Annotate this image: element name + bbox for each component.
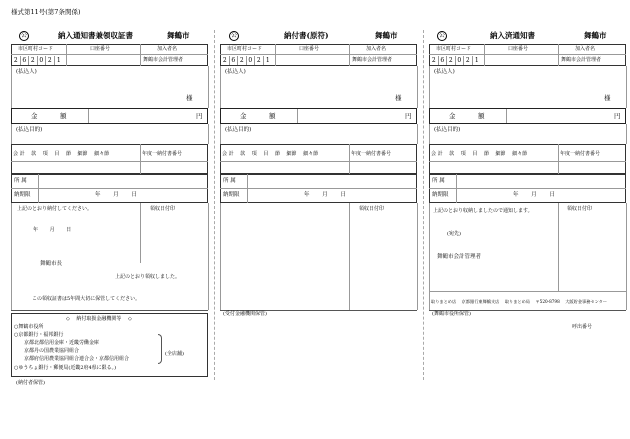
budget-code-headers: 会 計 款 項 目 節 細節 細々節	[13, 151, 110, 157]
code-digit: 2	[238, 56, 247, 65]
municipal-code-digits	[221, 56, 272, 65]
amount-box	[429, 108, 626, 124]
department-label: 所 属	[14, 178, 27, 184]
honorific-label: 様	[186, 94, 193, 102]
code-digit: 0	[247, 56, 256, 65]
addressee-label: (宛先)	[447, 231, 461, 237]
left-panel-title: 納入通知書兼領収証書	[58, 31, 133, 40]
municipal-code-header: 市区町村コード	[18, 46, 54, 52]
purpose-label: (払込目的)	[434, 127, 461, 133]
department-label: 所 属	[432, 178, 445, 184]
amount-label-left: 金	[240, 112, 247, 120]
amount-box	[220, 108, 417, 124]
bank-item: ○舞鶴市役所	[14, 324, 44, 330]
keep-note: この領収証書は5年間大切に保管してください。	[32, 296, 141, 302]
code-digit: 6	[230, 56, 239, 65]
receipt-stamp-label: 領収日付印	[567, 206, 593, 212]
code-digit: 2	[430, 56, 439, 65]
subscriber-name-header: 加入者名	[157, 46, 178, 52]
code-digit: 1	[474, 57, 479, 64]
subscriber-name-header: 加入者名	[575, 46, 596, 52]
account-number-header: 口座番号	[508, 46, 529, 52]
deadline-label: 納期限	[14, 192, 31, 198]
received-note: 上記のとおり領収しました。	[115, 274, 181, 280]
municipal-code-digits	[12, 56, 63, 65]
fiscal-number-header: 年度一納付書番号	[351, 151, 392, 157]
official-stamp-icon: 公	[438, 32, 445, 39]
code-digit: 6	[439, 56, 448, 65]
collection-banks-footer: 取りまとめ店 京都銀行東舞鶴支店 取りまとめ局 〒520-8798 大阪貯金事務センター	[431, 299, 607, 304]
code-digit: 2	[255, 56, 264, 65]
middle-panel-title: 納付書(原符)	[284, 31, 329, 40]
payer-label: (払込人)	[16, 69, 37, 75]
call-number-label: 呼出番号	[572, 324, 593, 330]
middle-keeper-label: (受付金融機関保管)	[223, 311, 267, 317]
code-digit: 2	[12, 56, 21, 65]
receipt-stamp-label: 領収日付印	[150, 206, 176, 212]
deadline-date: 年 月 日	[95, 192, 137, 198]
treasurer-name: 舞鶴市会計管理者	[437, 254, 482, 260]
amount-label-right: 額	[60, 112, 67, 120]
budget-code-headers: 会 計 款 項 目 節 細節 細々節	[431, 151, 528, 157]
amount-label-left: 金	[31, 112, 38, 120]
deadline-label: 納期限	[223, 192, 240, 198]
honorific-label: 様	[395, 94, 402, 102]
received-notice: 上記のとおり収納しましたので通知します。	[433, 208, 533, 214]
amount-label-right: 額	[269, 112, 276, 120]
amount-label-left: 金	[449, 112, 456, 120]
code-digit: 2	[46, 56, 55, 65]
fiscal-number-header: 年度一納付書番号	[560, 151, 601, 157]
honorific-label: 様	[604, 94, 611, 102]
payer-label: (払込人)	[225, 69, 246, 75]
perforation-line	[423, 30, 424, 380]
code-digit: 6	[21, 56, 30, 65]
form-number-label: 様式第11号(第7条関係)	[11, 8, 81, 16]
code-digit: 2	[29, 56, 38, 65]
deadline-label: 納期限	[432, 192, 449, 198]
subscriber-name-value: 舞鶴市会計管理者	[352, 57, 393, 63]
subscriber-name-value: 舞鶴市会計管理者	[143, 57, 184, 63]
fiscal-number-header: 年度一納付書番号	[142, 151, 183, 157]
official-stamp-icon: 公	[20, 32, 27, 39]
left-keeper-label: (納付者保管)	[16, 380, 45, 386]
banks-title: ◇ 納付取扱金融機関等 ◇	[66, 316, 132, 322]
purpose-label: (払込目的)	[16, 127, 43, 133]
mayor-name: 舞鶴市長	[40, 261, 63, 267]
code-digit: 1	[265, 57, 270, 64]
budget-code-table	[429, 144, 626, 174]
code-digit: 1	[56, 57, 61, 64]
payer-label: (払込人)	[434, 69, 455, 75]
payment-note: 上記のとおり納付してください。	[17, 206, 93, 212]
right-keeper-label: (舞鶴市役所保管)	[432, 311, 471, 317]
right-panel-city: 舞鶴市	[584, 31, 607, 40]
receipt-stamp-label: 領収日付印	[359, 206, 385, 212]
amount-box	[11, 108, 208, 124]
official-stamp-icon: 公	[230, 32, 237, 39]
budget-code-table	[220, 144, 417, 174]
code-digit: 2	[447, 56, 456, 65]
right-panel-title: 納入済通知書	[490, 31, 535, 40]
budget-code-headers: 会 計 款 項 目 節 細節 細々節	[222, 151, 319, 157]
code-digit: 2	[221, 56, 230, 65]
bank-item: 京都北都信用金庫・近畿労働金庫	[24, 340, 100, 346]
account-number-header: 口座番号	[299, 46, 320, 52]
code-digit: 0	[456, 56, 465, 65]
budget-code-table	[11, 144, 208, 174]
perforation-line	[214, 30, 215, 380]
bank-item: ○ゆうちょ銀行・郵便局(近畿2府4県に限る。)	[14, 365, 117, 371]
account-number-header: 口座番号	[90, 46, 111, 52]
bank-item: 京都丹の国農業協同組合	[24, 348, 80, 354]
purpose-label: (払込目的)	[225, 127, 252, 133]
middle-panel-city: 舞鶴市	[375, 31, 398, 40]
deadline-date: 年 月 日	[304, 192, 346, 198]
code-digit: 0	[38, 56, 47, 65]
yen-label: 円	[196, 112, 203, 120]
subscriber-name-header: 加入者名	[366, 46, 387, 52]
municipal-code-header: 市区町村コード	[227, 46, 263, 52]
yen-label: 円	[614, 112, 621, 120]
bank-item: ○京都銀行・福邦銀行	[14, 332, 64, 338]
brace-icon	[158, 334, 162, 364]
deadline-date: 年 月 日	[513, 192, 555, 198]
yen-label: 円	[405, 112, 412, 120]
issue-date: 年 月 日	[33, 227, 72, 233]
amount-label-right: 額	[478, 112, 485, 120]
municipal-code-header: 市区町村コード	[436, 46, 472, 52]
department-label: 所 属	[223, 178, 236, 184]
bank-item: 京都府信用農業協同組合連合会・京都信用組合	[24, 356, 130, 362]
subscriber-name-value: 舞鶴市会計管理者	[561, 57, 602, 63]
code-digit: 2	[464, 56, 473, 65]
all-branches-label: (全店舗)	[165, 351, 184, 357]
municipal-code-digits	[430, 56, 481, 65]
left-panel-city: 舞鶴市	[167, 31, 190, 40]
